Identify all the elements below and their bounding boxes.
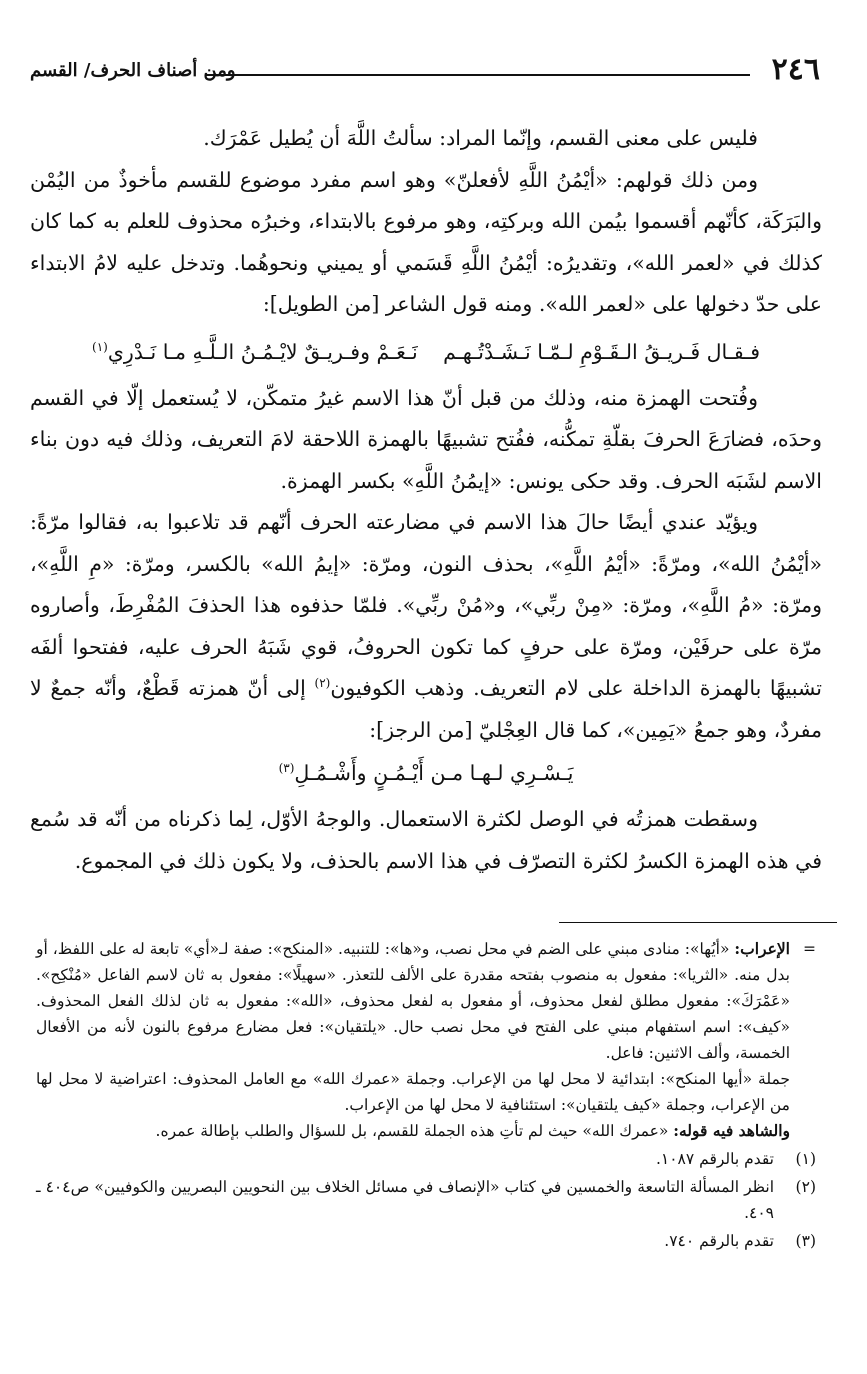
footnotes [36,936,816,1254]
irab-text: «أيُها»: منادى مبني على الضم في محل نصب، و«ها»: للتنبيه. «المنكح»: صفة لـ«أي» تابعة له على اللفظ، أو بدل منه. «الثريا»: مفعول به منصوب بفتحه مقدرة على الألف للتعذر. «سهيلًا»: مفعول به ثان لاسم الفاعل «مُنْكِح». «عَمْرَكَ»: مفعول مطلق لفعل محذوف، أو مفعول به لفعل محذوف، «الله»: مفعول به ثان لذلك الفعل المحذوف. «كيف»: اسم استفهام مبني على الفتح في محل نصب حال. «يلتقيان»: فعل مضارع مرفوع بالنون لأنه من الأفعال الخمسة، وألف الاثنين: فاعل. [36,940,790,1062]
footnote-number: (٣) [795,1232,816,1250]
footnote-ref-3: (٣) [278,761,295,776]
running-title: ومن أصناف الحرف/ القسم [30,60,236,81]
verse-hemistich-1: فـقـال فَـريـقُ الـقَـوْمِ لـمّـا نَـشَـدْتُـهـم [443,339,760,364]
footnote-1 [36,1146,816,1172]
footnote-text: انظر المسألة التاسعة والخمسين في كتاب «الإنصاف في مسائل الخلاف بين النحويين البصريين والكوفيين» ص٤٠٤ ـ ٤٠٩. [36,1178,775,1222]
continuation-mark: = [803,940,816,958]
footnote-number: (٢) [795,1178,816,1196]
footnote-ref-1: (١) [92,339,108,354]
irab-note [36,936,790,1066]
paragraph-1: فليس على معنى القسم، وإنّما المراد: سألتُ اللَّهَ أن يُطيل عَمْرَك. [203,126,758,150]
jumal-note: جملة «أيها المنكح»: ابتدائية لا محل لها من الإعراب. وجملة «عمرك الله» مع العامل المحذوف: اعتراضية لا محل لها من الإعراب، وجملة «كيف يلتقيان»: استئنافية لا محل لها من الإعراب. [36,1070,790,1114]
header-rule [205,74,750,76]
verse-line-2: يَـسْـرِي لـهـا مـن أَيْـمُـنٍ وأَشْـمُـلِ$^{(٣)}$ [278,761,574,785]
page-number: ٢٤٦ [771,52,820,87]
shahid-label: والشاهد فيه قوله: [673,1121,790,1140]
verse-hemistich-2: نَـعَـمْ وفـريـقٌ لايْـمُـنُ الـلَّـهِ مـا نَـدْرِي$^{(١)}$ [92,339,418,364]
paragraph-3: وفُتحت الهمزة منه، وذلك من قبل أنّ هذا الاسم غيرُ متمكّن، لا يُستعمل إلّا في القسم وحدَه، فضارَعَ الحرفَ بقلّةِ تمكُّنه، ففُتح تشبيهًا بالهمزة اللاحقة لامَ التعريف، وذلك فيه دون بناء الاسم لشَبَه الحرف. وقد حكى يونس: «إيمُنُ اللَّهِ» بكسر الهمزة. [30,385,822,493]
footnote-number: (١) [795,1150,816,1168]
paragraph-2: ومن ذلك قولهم: «أيْمُنُ اللَّهِ لأفعلنّ» وهو اسم مفرد موضوع للقسم مأخوذٌ من اليُمْن والبَرَكَة، كأنّهم أقسموا بيُمن الله وبركتِه، وهو مرفوع بالابتداء، وخبرُه محذوف للعلم به كما كان كذلك في «لعمر الله»، وتقديرُه: أيْمُنُ اللَّهِ قَسَمي أو يميني ونحوهُما. وتدخل عليه لامُ الابتداء على حدّ دخولها على «لعمر الله». ومنه قول الشاعر [من الطويل]: [30,167,822,316]
paragraph-5: وسقطت همزتُه في الوصل لكثرة الاستعمال. والوجهُ الأوّل، لِما ذكرناه من أنّه قد سُمع في هذه الهمزة الكسرُ لكثرة التصرّف في هذا الاسم بالحذف، ولا يكون ذلك في المجموع. [30,807,822,873]
footnote-text: تقدم بالرقم ٧٤٠. [664,1232,774,1250]
footnote-3 [36,1228,816,1254]
footnote-text: تقدم بالرقم ١٠٨٧. [655,1150,774,1168]
shahid-text: «عمرك الله» حيث لم تأتِ هذه الجملة للقسم، بل للسؤال والطلب بإطالة عمره. [155,1122,669,1140]
footnote-2 [36,1174,816,1226]
page-header [30,52,820,92]
irab-label: الإعراب: [734,939,790,958]
shahid-note [36,1118,790,1144]
footnote-separator [559,922,837,923]
verse-line-1 [30,330,822,374]
footnote-ref-2: (٢) [314,676,331,691]
main-text [30,118,822,882]
paragraph-4: ويؤيّد عندي أيضًا حالَ هذا الاسم في مضارعته الحرف أنّهم قد تلاعبوا به، فقالوا مرّةً: «أيْمُنُ الله»، ومرّةً: «أيْمُ اللَّهِ»، بحذف النون، ومرّة: «إيمُ الله» بالكسر، ومرّة: «مِ اللَّهِ»، ومرّة: «مُ اللَّهِ»، ومرّة: «مِنْ ربِّي»، و«مُنْ ربِّي». فلمّا حذفوه هذا الحذفَ المُفْرِطَ، وأصاروه مرّة على حرفَيْن، ومرّة على حرفٍ كما تكون الحروفُ، قوي شَبَهُ الحرف عليه، ففتحوا ألفَه تشبيهًا بالهمزة الداخلة على لام التعريف. وذهب الكوفيون$^{(٢)}$ إلى أنّ همزته قَطْعٌ، وأنّه جمعٌ لا مفردٌ، وهو جمعُ «يَمِين»، كما قال العِجْليّ [من الرجز]: [30,510,822,742]
